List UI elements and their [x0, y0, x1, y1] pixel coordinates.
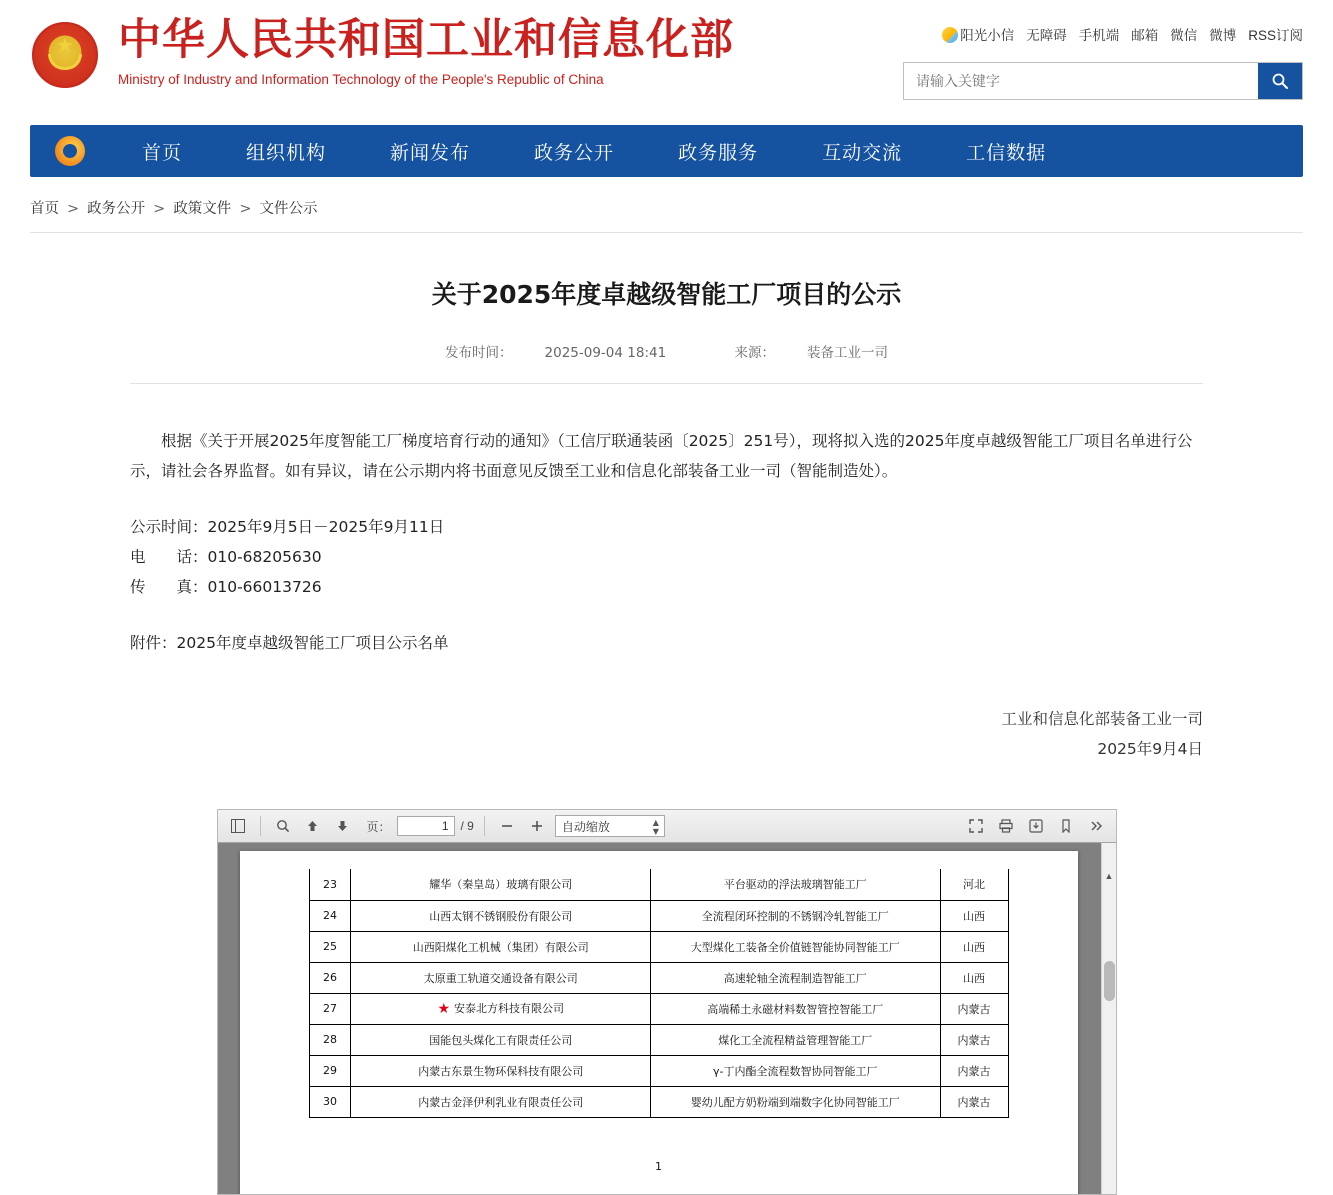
table-row — [309, 1024, 1008, 1055]
cell-no: 30 — [309, 1086, 351, 1117]
sidebar-toggle-icon[interactable] — [226, 814, 250, 838]
site-title-en: Ministry of Industry and Information Technology of the People's Republic of China — [118, 71, 604, 87]
site-title-cn: 中华人民共和国工业和信息化部 — [118, 15, 734, 65]
find-icon[interactable] — [271, 814, 295, 838]
cell-project: 平台驱动的浮法玻璃智能工厂 — [651, 869, 941, 900]
publish-time: 发布时间： 2025-09-04 18:41 — [445, 345, 667, 361]
breadcrumb-item-public-notice[interactable]: 文件公示 — [259, 201, 318, 217]
cell-project: 高端稀土永磁材料数智管控智能工厂 — [651, 993, 941, 1024]
top-links — [903, 24, 1303, 44]
article-attachment[interactable]: 附件：2025年度卓越级智能工厂项目公示名单 — [130, 634, 449, 652]
cell-region: 山西 — [940, 962, 1008, 993]
breadcrumb-item-government-affairs[interactable]: 政务公开 — [87, 201, 146, 217]
star-icon: ★ — [437, 1001, 450, 1017]
previous-page-icon[interactable] — [301, 814, 325, 838]
nav-item-interaction[interactable]: 互动交流 — [822, 141, 903, 164]
page-title: 关于2025年度卓越级智能工厂项目的公示 — [431, 280, 902, 309]
cell-project: 大型煤化工装备全价值链智能协同智能工厂 — [651, 931, 941, 962]
table-row — [309, 931, 1008, 962]
miit-swirl-icon — [30, 136, 110, 166]
cell-company: 国能包头煤化工有限责任公司 — [351, 1024, 651, 1055]
page-number-input[interactable] — [397, 816, 455, 836]
zoom-in-icon[interactable] — [525, 814, 549, 838]
breadcrumb-item-home[interactable]: 首页 — [30, 201, 59, 217]
pdf-scrollbar[interactable] — [1101, 843, 1116, 1194]
article-paragraph-1: 根据《关于开展2025年度智能工厂梯度培育行动的通知》（工信厅联通装函〔2025〕251号），现将拟入选的2025年度卓越级智能工厂项目名单进行公示，请社会各界监督。如有异议，请在公示期内将书面意见反馈至工业和信息化部装备工业一司（智能制造处）。 — [130, 432, 1193, 480]
search-box — [903, 62, 1303, 100]
main-nav — [30, 125, 1303, 177]
breadcrumb — [30, 197, 1303, 233]
cell-company: 内蒙古金泽伊利乳业有限责任公司 — [351, 1086, 651, 1117]
print-icon[interactable] — [994, 814, 1018, 838]
table-row — [309, 993, 1008, 1024]
pdf-page-area[interactable] — [217, 843, 1117, 1195]
article-signature — [130, 704, 1203, 764]
top-link-mobile[interactable]: 手机端 — [1078, 28, 1120, 43]
search-icon — [1271, 72, 1289, 90]
cell-no: 26 — [309, 962, 351, 993]
cell-company: 山西太钢不锈钢股份有限公司 — [351, 900, 651, 931]
zoom-select[interactable] — [555, 815, 665, 837]
nav-item-organization[interactable]: 组织机构 — [246, 141, 327, 164]
table-row — [309, 1086, 1008, 1117]
cell-no: 28 — [309, 1024, 351, 1055]
breadcrumb-separator: > — [153, 201, 166, 217]
search-button[interactable] — [1258, 63, 1302, 99]
cell-no: 24 — [309, 900, 351, 931]
download-icon[interactable] — [1024, 814, 1048, 838]
pdf-page — [240, 851, 1078, 1195]
scroll-up-icon[interactable]: ▲ — [1104, 871, 1114, 881]
sun-icon — [942, 27, 958, 43]
zoom-select-value: 自动缩放 — [561, 819, 610, 834]
cell-region: 河北 — [940, 869, 1008, 900]
bookmark-icon[interactable] — [1054, 814, 1078, 838]
top-link-rss[interactable]: RSS订阅 — [1248, 28, 1303, 43]
nav-item-data[interactable]: 工信数据 — [966, 141, 1047, 164]
top-link-accessibility[interactable]: 无障碍 — [1026, 28, 1067, 43]
fullscreen-icon[interactable] — [964, 814, 988, 838]
nav-item-news[interactable]: 新闻发布 — [390, 141, 471, 164]
search-input[interactable] — [904, 63, 1258, 99]
article-publicity-period: 公示时间：2025年9月5日－2025年9月11日 — [130, 518, 445, 536]
article-telephone: 电 话：010-68205630 — [130, 548, 322, 566]
cell-no: 23 — [309, 869, 351, 900]
article-meta — [130, 341, 1203, 384]
cell-region: 山西 — [940, 931, 1008, 962]
nav-item-services[interactable]: 政务服务 — [678, 141, 759, 164]
table-row — [309, 1055, 1008, 1086]
table-row — [309, 900, 1008, 931]
cell-region: 内蒙古 — [940, 993, 1008, 1024]
cell-project: γ-丁内酯全流程数智协同智能工厂 — [651, 1055, 941, 1086]
article-source: 来源： 装备工业一司 — [734, 345, 888, 361]
factory-list-table — [309, 869, 1009, 1118]
article-fax: 传 真：010-66013726 — [130, 578, 322, 596]
article-body — [130, 426, 1203, 658]
zoom-out-icon[interactable] — [495, 814, 519, 838]
pdf-toolbar — [217, 809, 1117, 843]
more-tools-icon[interactable] — [1084, 814, 1108, 838]
cell-company: 山西阳煤化工机械（集团）有限公司 — [351, 931, 651, 962]
cell-region: 山西 — [940, 900, 1008, 931]
breadcrumb-separator: > — [67, 201, 80, 217]
cell-project: 煤化工全流程精益管理智能工厂 — [651, 1024, 941, 1055]
cell-region: 内蒙古 — [940, 1055, 1008, 1086]
chevron-updown-icon: ▲ ▼ — [652, 818, 659, 836]
page-total-label: / 9 — [460, 819, 474, 833]
pdf-page-footer-number: 1 — [655, 1159, 662, 1173]
pdf-viewer — [217, 809, 1117, 1195]
cell-no: 27 — [309, 993, 351, 1024]
cell-region: 内蒙古 — [940, 1024, 1008, 1055]
cell-company: 内蒙古东景生物环保科技有限公司 — [351, 1055, 651, 1086]
table-row — [309, 869, 1008, 900]
nav-item-government-affairs[interactable]: 政务公开 — [534, 141, 615, 164]
nav-item-home[interactable]: 首页 — [142, 141, 183, 164]
article — [0, 275, 1333, 764]
page-number-label: 页： — [366, 819, 391, 834]
cell-region: 内蒙古 — [940, 1086, 1008, 1117]
site-header — [0, 0, 1333, 125]
signature-org: 工业和信息化部装备工业一司 — [1001, 710, 1203, 728]
cell-company: 太原重工轨道交通设备有限公司 — [351, 962, 651, 993]
cell-company-starred: ★ 安泰北方科技有限公司 — [351, 993, 651, 1024]
table-row — [309, 962, 1008, 993]
top-link-mail[interactable]: 邮箱 — [1131, 28, 1159, 43]
next-page-icon[interactable] — [331, 814, 355, 838]
scrollbar-thumb[interactable] — [1104, 961, 1115, 1001]
top-link-weibo[interactable]: 微博 — [1209, 28, 1237, 43]
national-emblem-icon: ★ — [30, 20, 100, 90]
cell-no: 25 — [309, 931, 351, 962]
header-right — [903, 14, 1303, 100]
top-link-wechat[interactable]: 微信 — [1170, 28, 1198, 43]
breadcrumb-separator: > — [239, 201, 252, 217]
cell-project: 全流程闭环控制的不锈钢冷轧智能工厂 — [651, 900, 941, 931]
cell-project: 婴幼儿配方奶粉端到端数字化协同智能工厂 — [651, 1086, 941, 1117]
top-link-sunshine[interactable]: 阳光小信 — [942, 24, 1014, 44]
cell-company: 耀华（秦皇岛）玻璃有限公司 — [351, 869, 651, 900]
signature-date: 2025年9月4日 — [1097, 740, 1203, 758]
cell-no: 29 — [309, 1055, 351, 1086]
site-title-block — [118, 14, 734, 87]
cell-project: 高速轮轴全流程制造智能工厂 — [651, 962, 941, 993]
breadcrumb-item-policy-docs[interactable]: 政策文件 — [173, 201, 232, 217]
